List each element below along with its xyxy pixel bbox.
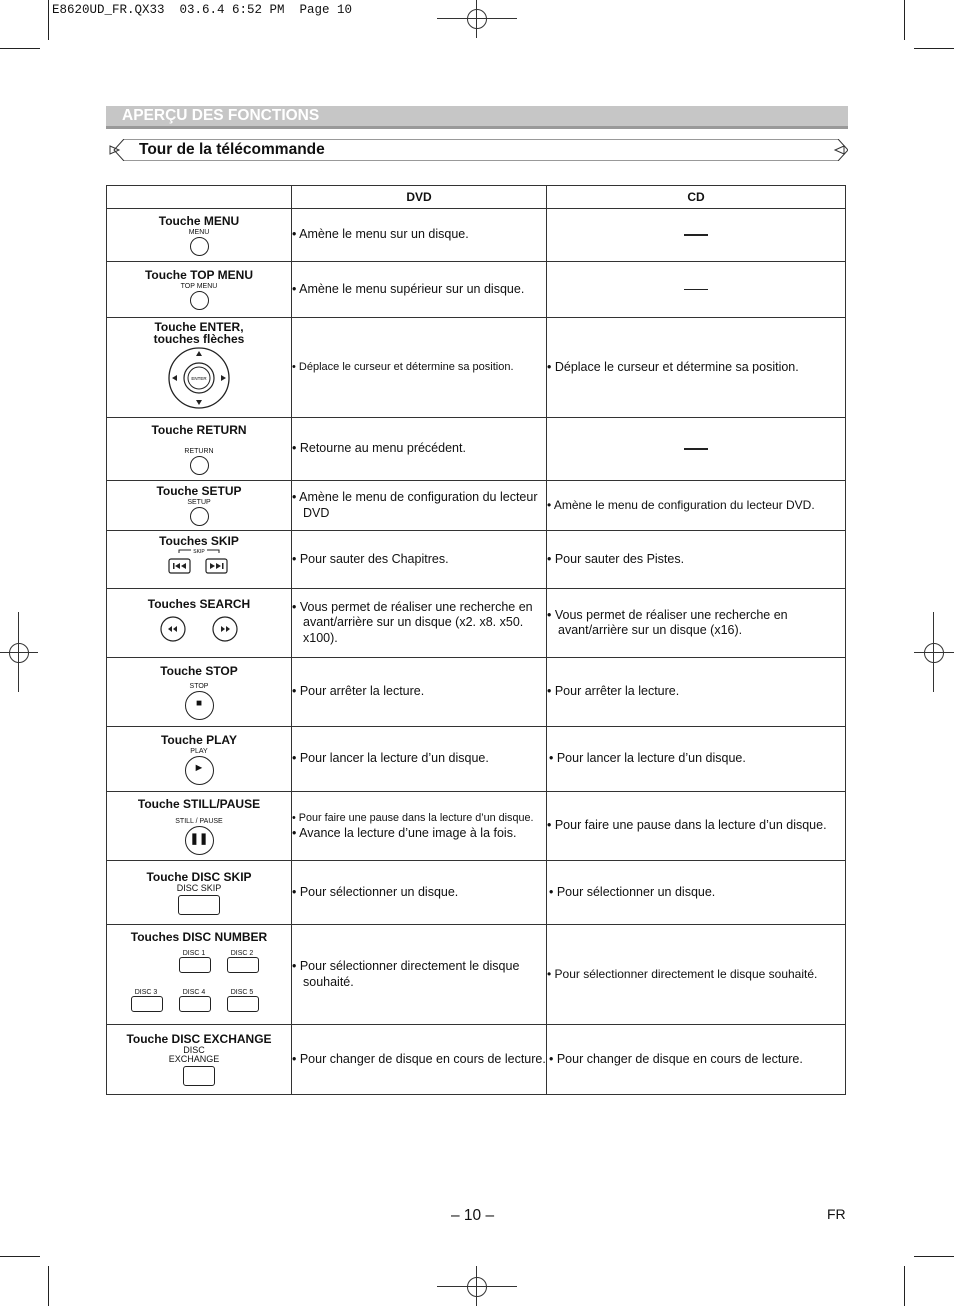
button-label: DISC 2 — [230, 949, 254, 957]
cd-cell — [547, 531, 846, 589]
dvd-desc: • Déplace le curseur et détermine sa position. — [292, 360, 514, 373]
dvd-cell — [292, 418, 547, 481]
dvd-desc: • Vous permet de réaliser une recherche en avant/arrière sur un disque (x2. x8. x50. x100). — [292, 599, 533, 645]
key-cell — [107, 531, 292, 589]
disc-5-button-icon — [227, 996, 259, 1012]
cd-cell — [547, 792, 846, 861]
button-label: RETURN — [184, 447, 214, 455]
dvd-cell — [292, 262, 547, 318]
key-name: Touche DISC SKIP — [146, 869, 252, 884]
key-cell — [107, 1025, 292, 1095]
key-name: Touche TOP MENU — [144, 268, 253, 282]
section-rule — [106, 126, 848, 129]
dvd-desc: • Pour lancer la lecture d’un disque. — [292, 751, 489, 766]
dvd-desc: • Amène le menu supérieur sur un disque. — [292, 281, 525, 296]
enter-arrows-icon — [167, 346, 231, 410]
play-button-icon: ► — [185, 756, 214, 785]
cd-cell — [547, 209, 846, 262]
dvd-desc: • Amène le menu sur un disque. — [292, 227, 469, 242]
dvd-cell — [292, 925, 547, 1025]
cd-desc: • Vous permet de réaliser une recherche en avant/arrière sur un disque (x16). — [547, 607, 788, 637]
disc-2-button-icon — [227, 957, 259, 973]
table-row — [107, 925, 846, 1025]
key-name: Touche RETURN — [151, 422, 247, 437]
table-row — [107, 531, 846, 589]
button-label: TOP MENU — [180, 283, 218, 290]
crop-mark — [0, 48, 40, 49]
disc-4-button-icon — [179, 996, 211, 1012]
key-name: Touches DISC NUMBER — [130, 929, 268, 944]
key-name: Touche STOP — [160, 663, 238, 678]
dvd-cell — [292, 589, 547, 658]
key-cell — [107, 209, 292, 262]
dvd-cell — [292, 1025, 547, 1095]
skip-buttons-icon — [167, 547, 231, 579]
button-label: DISC SKIP — [176, 882, 222, 893]
cd-desc: • Pour lancer la lecture d’un disque. — [549, 751, 746, 766]
key-cell — [107, 861, 292, 925]
table-row — [107, 209, 846, 262]
disc-button-3 — [131, 987, 161, 1014]
dvd-cell — [292, 481, 547, 531]
table-row — [107, 589, 846, 658]
button-label: STOP — [189, 682, 209, 690]
subsection-title: Tour de la télécommande — [139, 141, 325, 158]
button-label: DISC 5 — [230, 988, 254, 996]
cd-desc: • Pour faire une pause dans la lecture d’un disque. — [547, 818, 827, 833]
key-name: Touche SETUP — [156, 484, 242, 498]
dvd-desc: • Pour sélectionner directement le disque souhaité. — [292, 959, 520, 989]
skip-label: SKIP — [193, 549, 205, 555]
crop-mark — [48, 1266, 49, 1306]
dvd-desc: • Pour arrêter la lecture. — [292, 684, 425, 699]
button-label: DISC 1 — [182, 949, 206, 957]
search-buttons-icon — [159, 614, 239, 644]
button-label: MENU — [188, 228, 210, 236]
crop-mark — [904, 1266, 905, 1306]
section-title: APERÇU DES FONCTIONS — [122, 107, 320, 124]
cd-cell — [547, 318, 846, 418]
key-cell — [107, 925, 292, 1025]
crop-mark — [914, 1256, 954, 1257]
key-cell — [107, 481, 292, 531]
table-row — [107, 861, 846, 925]
key-name: Touche STILL/PAUSE — [137, 796, 261, 811]
disc-number-buttons — [107, 943, 292, 1019]
dvd-desc: • Pour faire une pause dans la lecture d’un disque. — [292, 811, 534, 824]
dvd-cell — [292, 531, 547, 589]
disc-button-4 — [179, 987, 209, 1014]
cd-cell — [547, 1025, 846, 1095]
disc-button-1 — [179, 948, 209, 975]
cd-cell — [547, 418, 846, 481]
not-applicable-dash — [684, 448, 708, 450]
table-row — [107, 481, 846, 531]
not-applicable-dash — [684, 289, 708, 291]
dvd-desc: • Amène le menu de configuration du lecteur DVD — [292, 490, 538, 520]
dvd-cell — [292, 792, 547, 861]
key-cell — [107, 318, 292, 418]
cd-desc: • Pour changer de disque en cours de lecture. — [549, 1051, 803, 1066]
cd-desc: • Amène le menu de configuration du lecteur DVD. — [547, 497, 815, 512]
button-label: DISC 3 — [134, 988, 158, 996]
key-cell — [107, 792, 292, 861]
key-name: Touche PLAY — [160, 732, 237, 747]
key-name: Touche DISC EXCHANGE — [126, 1032, 272, 1046]
top-menu-button-icon — [190, 291, 209, 310]
dvd-desc: • Pour changer de disque en cours de lecture. — [292, 1051, 546, 1066]
enter-label: ENTER — [191, 375, 207, 381]
button-label: STILL / PAUSE — [175, 817, 223, 825]
crop-mark — [0, 1256, 40, 1257]
cd-cell — [547, 658, 846, 727]
cd-desc: • Pour sauter des Pistes. — [547, 551, 685, 566]
crop-mark — [904, 0, 905, 40]
key-cell — [107, 727, 292, 792]
cd-cell — [547, 262, 846, 318]
disc-1-button-icon — [179, 957, 211, 973]
section-header — [106, 106, 848, 126]
table-row — [107, 318, 846, 418]
table-row — [107, 792, 846, 861]
dvd-cell — [292, 209, 547, 262]
disc-button-2 — [227, 948, 257, 975]
key-cell — [107, 418, 292, 481]
subsection-header — [106, 139, 848, 161]
key-cell — [107, 589, 292, 658]
table-header-row — [107, 186, 846, 209]
cd-cell — [547, 481, 846, 531]
disc-exchange-button-icon — [183, 1066, 215, 1086]
key-name: Touche ENTER, touches flèches — [153, 319, 245, 346]
crop-mark — [914, 48, 954, 49]
key-name: Touches SEARCH — [147, 596, 251, 611]
button-label: SETUP — [187, 499, 211, 506]
button-label: PLAY — [190, 747, 208, 755]
dvd-cell — [292, 727, 547, 792]
key-name: Touches SKIP — [159, 534, 239, 548]
cd-cell — [547, 727, 846, 792]
header-cell-cd: CD — [547, 186, 846, 209]
dvd-desc: • Avance la lecture d’une image à la fois. — [292, 826, 517, 840]
table-row — [107, 727, 846, 792]
cd-cell — [547, 589, 846, 658]
table-row — [107, 1025, 846, 1095]
dvd-desc: • Pour sauter des Chapitres. — [292, 551, 449, 566]
print-slug: E8620UD_FR.QX33 03.6.4 6:52 PM Page 10 — [52, 3, 353, 17]
table-row — [107, 658, 846, 727]
page-number: – 10 – — [451, 1207, 495, 1224]
disc-skip-button-icon — [178, 895, 220, 915]
cd-cell — [547, 861, 846, 925]
cd-cell — [547, 925, 846, 1025]
not-applicable-dash — [684, 234, 708, 236]
dvd-cell — [292, 861, 547, 925]
dvd-desc: • Retourne au menu précédent. — [292, 441, 466, 456]
dvd-desc: • Pour sélectionner un disque. — [292, 884, 459, 899]
button-label: DISC EXCHANGE — [168, 1045, 220, 1064]
cd-desc: • Pour sélectionner un disque. — [549, 884, 716, 899]
cd-desc: • Déplace le curseur et détermine sa position. — [547, 359, 799, 374]
disc-3-button-icon — [131, 996, 163, 1012]
remote-functions-table — [106, 185, 846, 1095]
table-row — [107, 262, 846, 318]
crop-mark — [48, 0, 49, 40]
disc-button-5 — [227, 987, 257, 1014]
key-name: Touche MENU — [158, 213, 240, 228]
stop-button-icon: ■ — [185, 691, 214, 720]
menu-button-icon — [190, 237, 209, 256]
cd-desc: • Pour arrêter la lecture. — [547, 684, 680, 699]
pause-button-icon: ❚❚ — [185, 826, 214, 855]
cd-desc: • Pour sélectionner directement le disque souhaité. — [547, 966, 818, 981]
header-cell — [107, 186, 292, 209]
dvd-cell — [292, 658, 547, 727]
table-row — [107, 418, 846, 481]
key-cell — [107, 658, 292, 727]
dvd-cell — [292, 318, 547, 418]
button-label: DISC 4 — [182, 988, 206, 996]
setup-button-icon — [190, 507, 209, 526]
key-cell — [107, 262, 292, 318]
return-button-icon — [190, 456, 209, 475]
header-cell-dvd: DVD — [292, 186, 547, 209]
language-tag: FR — [827, 1206, 846, 1222]
